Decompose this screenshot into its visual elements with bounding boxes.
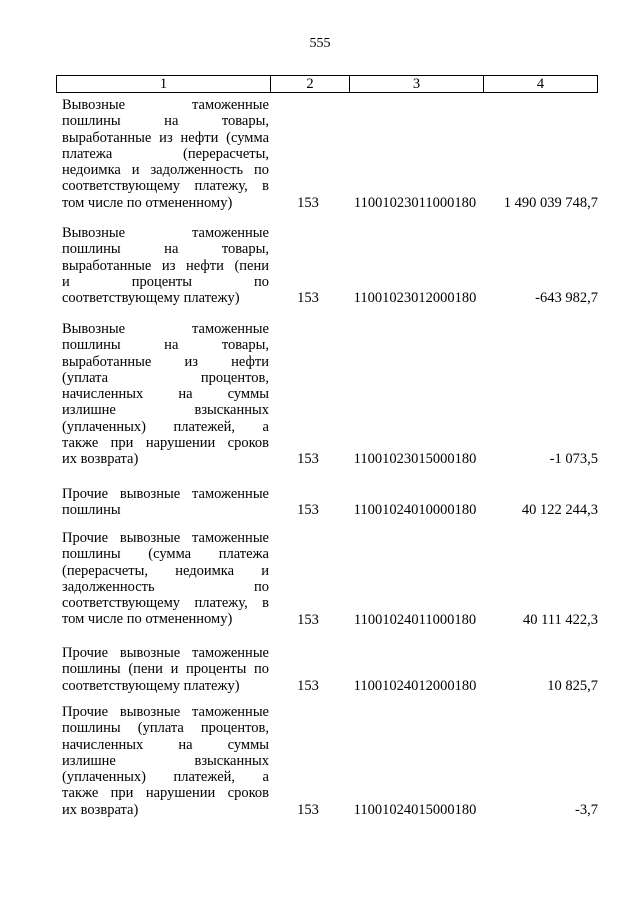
- row-kbk: 11001023011000180: [353, 194, 477, 211]
- row-description: [62, 97, 269, 211]
- row-amount: 10 825,7: [547, 677, 598, 694]
- description-line: платежа (перерасчеты,: [62, 145, 269, 162]
- description-line: Прочие вывозные таможенные: [62, 486, 269, 502]
- description-line: выработанные из нефти (пени: [62, 257, 269, 274]
- description-line: начисленных на суммы: [62, 736, 269, 753]
- row-code: 153: [297, 451, 319, 468]
- description-line: начисленных на суммы: [62, 386, 269, 403]
- description-line: излишне взысканных: [62, 752, 269, 769]
- description-line: (уплаченных) платежей, а: [62, 418, 269, 435]
- row-amount: 40 122 244,3: [521, 502, 598, 519]
- row-amount: -1 073,5: [549, 451, 598, 468]
- row-code: 153: [297, 502, 319, 519]
- row-code: 153: [297, 611, 319, 628]
- description-line: Вывозные таможенные: [62, 321, 269, 337]
- row-code: 153: [297, 677, 319, 694]
- row-description: [62, 704, 269, 818]
- description-line: соответствующему платежу): [62, 290, 240, 307]
- description-line: Прочие вывозные таможенные: [62, 645, 269, 661]
- description-line: их возврата): [62, 801, 139, 818]
- row-description: [62, 645, 269, 694]
- row-kbk: 11001023012000180: [353, 290, 477, 307]
- description-line: их возврата): [62, 451, 139, 468]
- header-col-3: 3: [349, 76, 483, 92]
- description-line: также при нарушении сроков: [62, 435, 269, 452]
- description-line: пошлины (пени и проценты по: [62, 661, 269, 678]
- row-description: [62, 486, 269, 519]
- row-kbk: 11001023015000180: [353, 451, 477, 468]
- description-line: выработанные из нефти (сумма: [62, 129, 269, 146]
- row-amount: -3,7: [575, 801, 598, 818]
- description-line: пошлины на товары,: [62, 241, 269, 258]
- table-header: [56, 75, 598, 93]
- description-line: соответствующему платежу, в: [62, 178, 269, 195]
- description-line: том числе по отмененному): [62, 194, 233, 211]
- description-line: Прочие вывозные таможенные: [62, 530, 269, 546]
- row-description: [62, 321, 269, 468]
- description-line: Вывозные таможенные: [62, 225, 269, 241]
- description-line: недоимка и задолженность по: [62, 162, 269, 179]
- row-amount: -643 982,7: [535, 290, 598, 307]
- description-line: задолженность по: [62, 578, 269, 595]
- description-line: пошлины (сумма платежа: [62, 546, 269, 563]
- description-line: Прочие вывозные таможенные: [62, 704, 269, 720]
- header-col-1: 1: [159, 76, 168, 92]
- description-line: (перерасчеты, недоимка и: [62, 562, 269, 579]
- row-code: 153: [297, 801, 319, 818]
- description-line: также при нарушении сроков: [62, 785, 269, 802]
- header-col-2: 2: [270, 76, 349, 92]
- row-amount: 1 490 039 748,7: [503, 194, 598, 211]
- description-line: пошлины (уплата процентов,: [62, 720, 269, 737]
- row-kbk: 11001024012000180: [353, 677, 477, 694]
- row-description: [62, 225, 269, 306]
- description-line: пошлины: [62, 502, 121, 519]
- page-number: 555: [309, 36, 331, 51]
- description-line: пошлины на товары,: [62, 337, 269, 354]
- description-line: соответствующему платежу, в: [62, 595, 269, 612]
- description-line: излишне взысканных: [62, 402, 269, 419]
- description-line: том числе по отмененному): [62, 611, 233, 628]
- description-line: выработанные из нефти: [62, 353, 269, 370]
- description-line: (уплата процентов,: [62, 369, 269, 386]
- description-line: и проценты по: [62, 273, 269, 290]
- description-line: (уплаченных) платежей, а: [62, 769, 269, 786]
- description-line: Вывозные таможенные: [62, 97, 269, 113]
- row-description: [62, 530, 269, 628]
- description-line: соответствующему платежу): [62, 677, 240, 694]
- header-col-4: 4: [483, 76, 597, 92]
- row-kbk: 11001024011000180: [353, 611, 477, 628]
- row-kbk: 11001024015000180: [353, 801, 477, 818]
- row-amount: 40 111 422,3: [522, 611, 598, 628]
- description-line: пошлины на товары,: [62, 113, 269, 130]
- row-code: 153: [297, 194, 319, 211]
- row-kbk: 11001024010000180: [353, 502, 477, 519]
- row-code: 153: [297, 290, 319, 307]
